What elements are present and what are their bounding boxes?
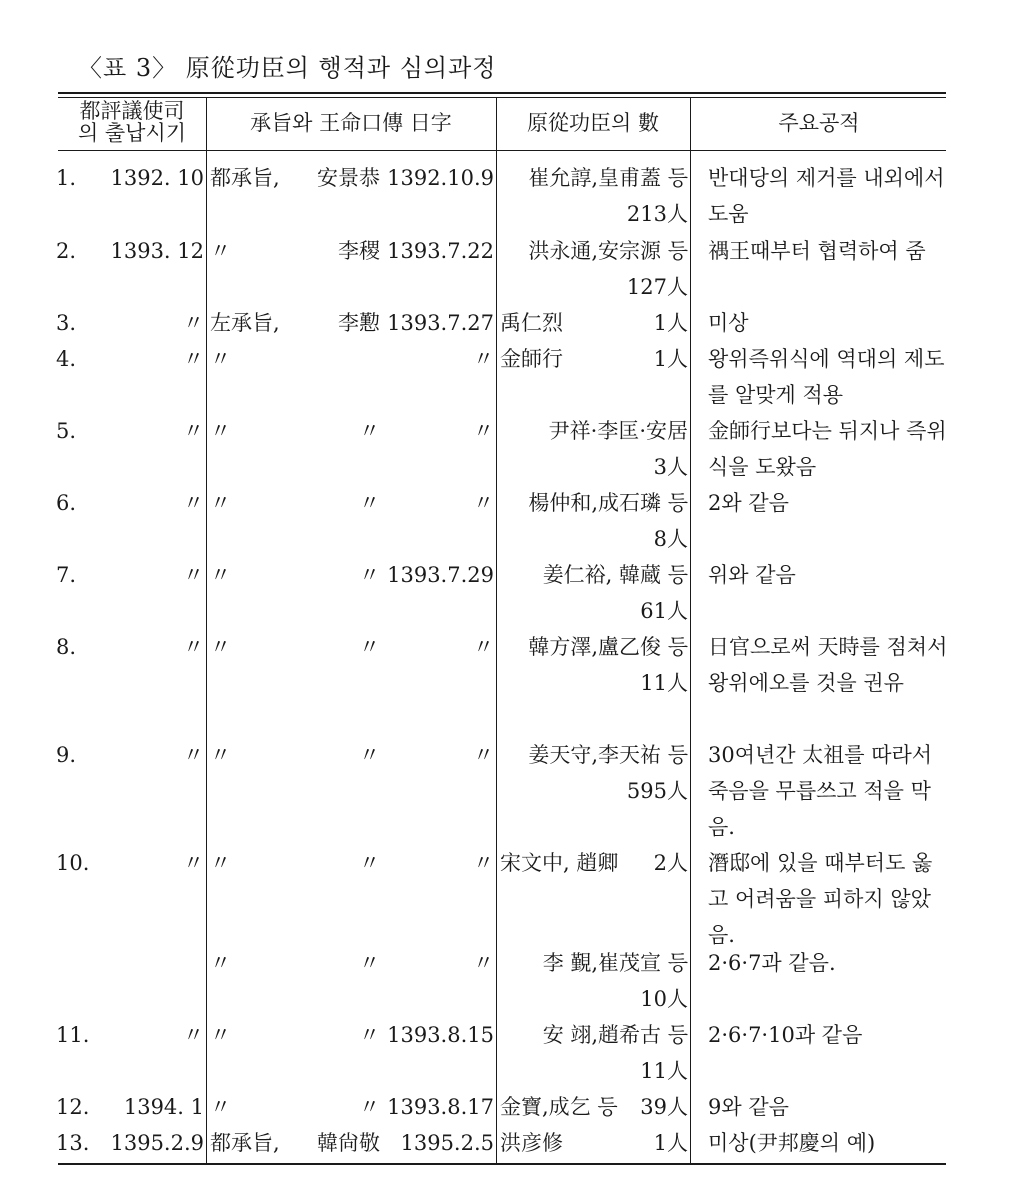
cell-release-date: 1393. 12 <box>110 239 204 263</box>
cell-approver-role: 〃 <box>210 851 231 875</box>
cell-merit-count: 11人 <box>640 671 688 695</box>
cell-merit-count: 2人 <box>653 851 688 875</box>
cell-main-achievement: 金師行보다는 뒤지나 즉위식을 도왔음 <box>708 419 947 479</box>
cell-approver-role: 〃 <box>210 347 231 371</box>
top-double-rule-upper <box>58 92 946 94</box>
cell-transmission-date: 〃 <box>473 491 494 515</box>
top-double-rule-lower <box>58 97 946 98</box>
row-number: 12. <box>56 1095 90 1119</box>
header-col4: 주요공적 <box>778 111 860 135</box>
cell-merit-count: 8人 <box>653 527 688 551</box>
cell-approver-role: 〃 <box>210 951 231 975</box>
cell-merit-count: 11人 <box>640 1059 688 1083</box>
cell-transmission-date: 〃 <box>473 851 494 875</box>
cell-transmission-date: 〃 <box>473 951 494 975</box>
cell-merit-subjects: 姜天守,李天祐 등 <box>528 743 688 767</box>
cell-transmission-date: 1393.7.22 <box>387 239 494 263</box>
cell-transmission-date: 1393.7.29 <box>387 563 494 587</box>
row-number: 5. <box>56 419 77 443</box>
cell-main-achievement: 2·6·7과 같음. <box>708 951 836 975</box>
cell-approver-name: 〃 <box>359 743 380 767</box>
cell-approver-role: 〃 <box>210 491 231 515</box>
cell-approver-name: 〃 <box>359 1023 380 1047</box>
cell-merit-subjects: 禹仁烈 <box>500 311 563 335</box>
cell-merit-subjects: 姜仁裕, 韓蔵 등 <box>542 563 688 587</box>
cell-approver-name: 安景恭 <box>317 166 380 190</box>
cell-transmission-date: 1393.8.15 <box>387 1023 494 1047</box>
cell-release-date: 〃 <box>183 635 204 659</box>
cell-main-achievement: 반대당의 제거를 내외에서 도움 <box>708 166 945 226</box>
cell-approver-role: 左承旨, <box>210 311 280 335</box>
cell-release-date: 〃 <box>183 851 204 875</box>
cell-main-achievement: 日官으로써 天時를 점쳐서 왕위에오를 것을 권유 <box>708 635 948 695</box>
cell-release-date: 1394. 1 <box>123 1095 204 1119</box>
cell-transmission-date: 1393.7.27 <box>387 311 494 335</box>
cell-merit-subjects: 崔允諄,皇甫蓋 등 <box>528 166 688 190</box>
row-number: 8. <box>56 635 77 659</box>
cell-release-date: 〃 <box>183 311 204 335</box>
bottom-rule <box>58 1163 946 1165</box>
row-number: 1. <box>56 166 77 190</box>
cell-approver-role: 〃 <box>210 563 231 587</box>
cell-main-achievement: 9와 같음 <box>708 1095 789 1119</box>
cell-merit-count: 3人 <box>653 455 688 479</box>
cell-merit-subjects: 韓方澤,盧乙俊 등 <box>528 635 688 659</box>
row-number: 7. <box>56 563 77 587</box>
cell-merit-subjects: 安 翊,趙希古 등 <box>542 1023 688 1047</box>
cell-transmission-date: 〃 <box>473 419 494 443</box>
cell-merit-count: 10人 <box>640 987 688 1011</box>
cell-main-achievement: 2와 같음 <box>708 491 789 515</box>
cell-release-date: 〃 <box>183 563 204 587</box>
cell-transmission-date: 〃 <box>473 743 494 767</box>
cell-merit-count: 1人 <box>653 347 688 371</box>
cell-merit-subjects: 宋文中, 趙卿 <box>500 851 619 875</box>
cell-merit-count: 213人 <box>626 202 688 226</box>
header-col3: 原從功臣의 數 <box>527 111 659 135</box>
row-number: 11. <box>56 1023 90 1047</box>
col-divider-2 <box>496 98 497 1163</box>
cell-merit-subjects: 尹祥·李匡·安居 <box>548 419 688 443</box>
cell-approver-name: 〃 <box>359 951 380 975</box>
cell-release-date: 1392. 10 <box>110 166 204 190</box>
cell-approver-name: 韓尙敬 <box>317 1131 380 1155</box>
row-number: 4. <box>56 347 77 371</box>
cell-main-achievement: 潛邸에 있을 때부터도 옳고 어려움을 피하지 않았음. <box>708 851 933 947</box>
cell-release-date: 〃 <box>183 491 204 515</box>
cell-release-date: 1395.2.9 <box>110 1131 204 1155</box>
cell-merit-subjects: 金寶,成乞 등 <box>500 1095 618 1119</box>
cell-merit-subjects: 李 覲,崔茂宣 등 <box>542 951 688 975</box>
cell-release-date: 〃 <box>183 347 204 371</box>
row-number: 10. <box>56 851 90 875</box>
cell-merit-count: 1人 <box>653 311 688 335</box>
cell-approver-role: 都承旨, <box>210 1131 280 1155</box>
cell-release-date: 〃 <box>183 1023 204 1047</box>
header-col2: 承旨와 王命口傳 日字 <box>250 111 452 135</box>
cell-merit-count: 39人 <box>640 1095 688 1119</box>
cell-approver-role: 〃 <box>210 743 231 767</box>
row-number: 2. <box>56 239 77 263</box>
cell-merit-subjects: 洪彦修 <box>500 1131 563 1155</box>
cell-transmission-date: 〃 <box>473 347 494 371</box>
cell-merit-count: 127人 <box>626 275 688 299</box>
cell-approver-role: 〃 <box>210 419 231 443</box>
cell-main-achievement: 禑王때부터 협력하여 줌 <box>708 239 926 263</box>
cell-main-achievement: 미상 <box>708 311 749 335</box>
cell-transmission-date: 1393.8.17 <box>387 1095 494 1119</box>
cell-transmission-date: 1395.2.5 <box>400 1131 494 1155</box>
cell-transmission-date: 〃 <box>473 635 494 659</box>
cell-approver-name: 〃 <box>359 851 380 875</box>
cell-approver-role: 〃 <box>210 1095 231 1119</box>
cell-approver-role: 〃 <box>210 635 231 659</box>
cell-approver-name: 〃 <box>359 491 380 515</box>
cell-main-achievement: 왕위즉위식에 역대의 제도를 알맞게 적용 <box>708 347 945 407</box>
cell-merit-count: 61人 <box>640 599 688 623</box>
cell-merit-count: 1人 <box>653 1131 688 1155</box>
row-number: 13. <box>56 1131 90 1155</box>
cell-approver-name: 〃 <box>359 419 380 443</box>
cell-release-date: 〃 <box>183 743 204 767</box>
cell-approver-name: 〃 <box>359 1095 380 1119</box>
header-rule <box>58 150 946 151</box>
row-number: 3. <box>56 311 77 335</box>
cell-approver-name: 〃 <box>359 563 380 587</box>
cell-main-achievement: 위와 같음 <box>708 563 796 587</box>
header-col1-line1: 都評議使司 <box>79 99 185 123</box>
table-caption: 〈표 3〉 原從功臣의 행적과 심의과정 <box>78 54 497 82</box>
cell-approver-name: 李懃 <box>338 311 380 335</box>
col-divider-3 <box>690 98 691 1163</box>
row-number: 6. <box>56 491 77 515</box>
cell-main-achievement: 2·6·7·10과 같음 <box>708 1023 863 1047</box>
cell-merit-subjects: 洪永通,安宗源 등 <box>528 239 688 263</box>
cell-merit-subjects: 金師行 <box>500 347 563 371</box>
cell-approver-name: 李稷 <box>338 239 380 263</box>
cell-merit-count: 595人 <box>626 779 688 803</box>
cell-main-achievement: 30여년간 太祖를 따라서 죽음을 무릅쓰고 적을 막음. <box>708 743 933 839</box>
cell-release-date: 〃 <box>183 419 204 443</box>
cell-main-achievement: 미상(尹邦慶의 예) <box>708 1131 876 1155</box>
cell-approver-role: 都承旨, <box>210 166 280 190</box>
cell-approver-role: 〃 <box>210 1023 231 1047</box>
col-divider-1 <box>206 98 207 1163</box>
cell-merit-subjects: 楊仲和,成石璘 등 <box>528 491 688 515</box>
cell-transmission-date: 1392.10.9 <box>387 166 494 190</box>
row-number: 9. <box>56 743 77 767</box>
cell-approver-role: 〃 <box>210 239 231 263</box>
cell-approver-name: 〃 <box>359 635 380 659</box>
header-col1-line2: 의 출납시기 <box>77 121 187 145</box>
